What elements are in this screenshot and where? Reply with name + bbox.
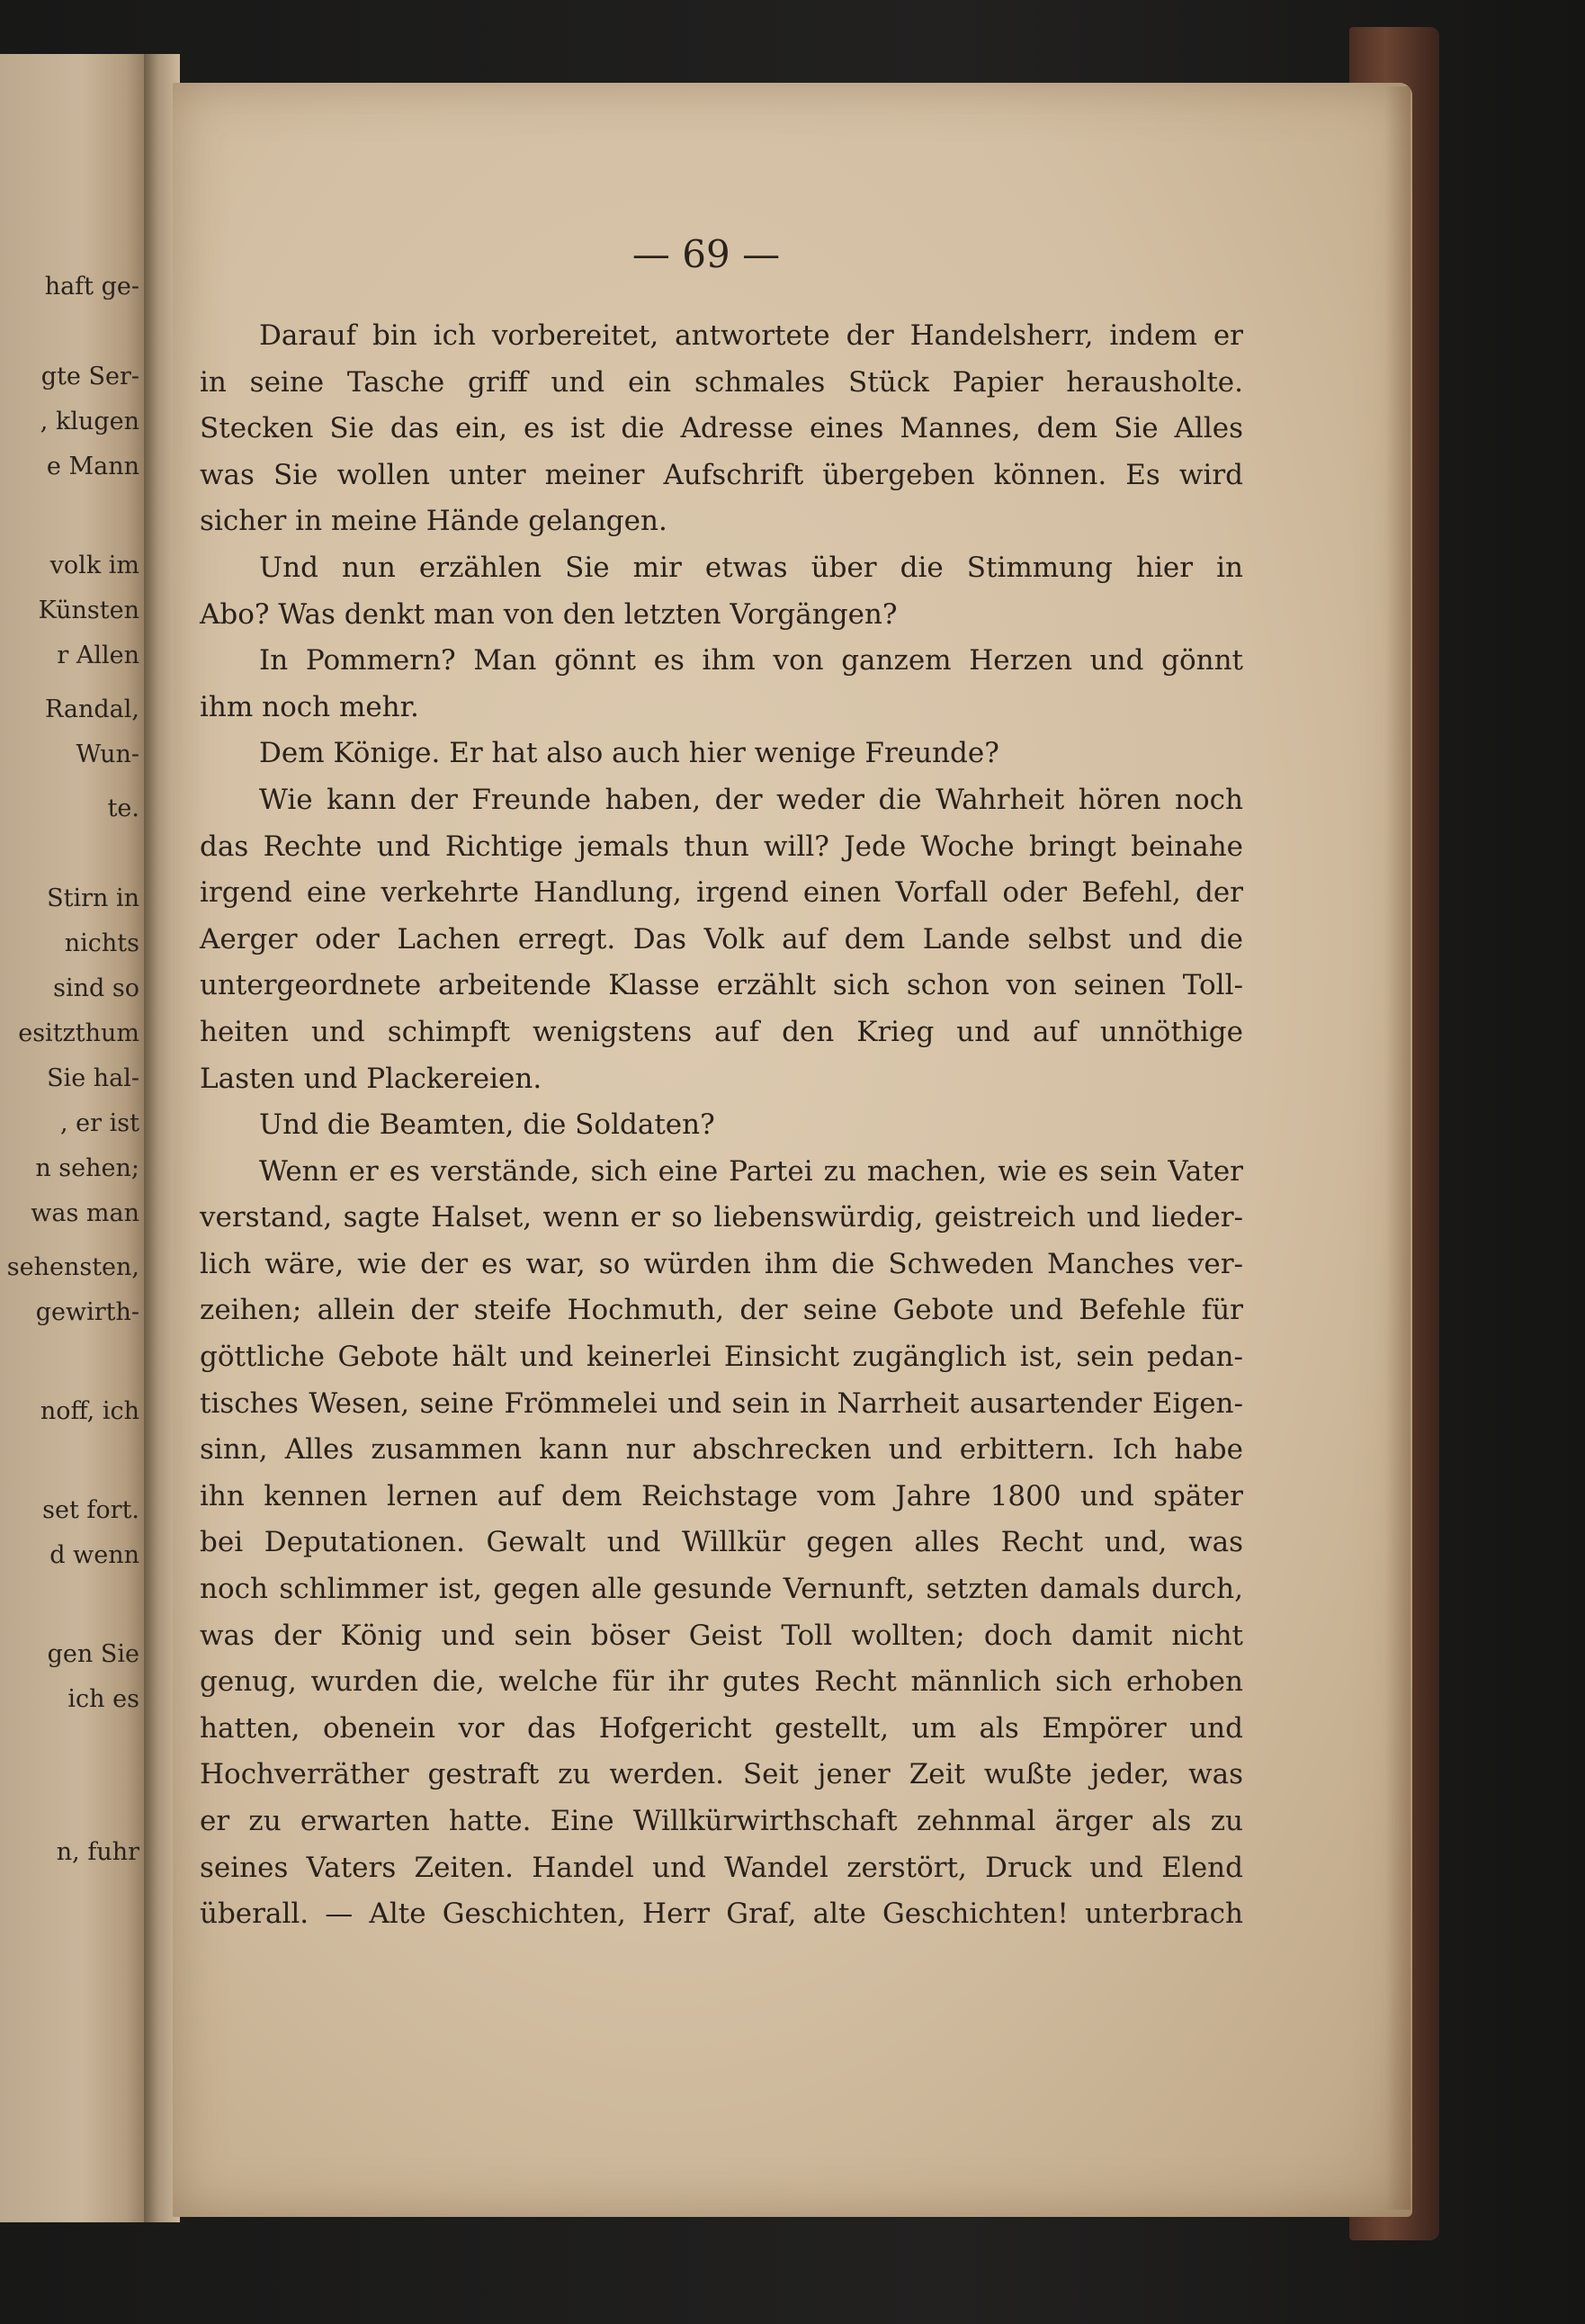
text-line: Stecken Sie das ein, es ist die Adresse eines Mannes, dem Sie Alles xyxy=(200,412,1243,445)
text-line: irgend eine verkehrte Handlung, irgend einen Vorfall oder Befehl, der xyxy=(200,876,1243,910)
text-line: in seine Tasche griff und ein schmales Stück Papier herausholte. xyxy=(200,365,1243,399)
text-line: ihn kennen lernen auf dem Reichstage vom Jahre 1800 und später xyxy=(200,1479,1243,1512)
left-page-fragment: ich es xyxy=(67,1685,139,1713)
text-line: genug, wurden die, welche für ihr gutes Recht männlich sich erhoben xyxy=(200,1665,1243,1699)
left-page-fragment: gte Ser- xyxy=(40,363,139,390)
left-page-fragment: , er ist xyxy=(60,1109,139,1137)
text-line: Aerger oder Lachen erregt. Das Volk auf dem Lande selbst und die xyxy=(200,922,1243,956)
left-page-fragment: Künsten xyxy=(38,597,139,624)
left-page-fragment: haft ge- xyxy=(44,273,139,301)
text-line: zeihen; allein der steife Hochmuth, der seine Gebote und Befehle für xyxy=(200,1294,1243,1327)
text-line: seines Vaters Zeiten. Handel und Wandel zerstört, Druck und Elend xyxy=(200,1851,1243,1884)
left-page-fragment: d wenn xyxy=(49,1541,139,1569)
page-body-text xyxy=(200,313,1243,1938)
text-line: sicher in meine Hände gelangen. xyxy=(200,505,667,538)
text-line: bei Deputationen. Gewalt und Willkür gegen alles Recht und, was xyxy=(200,1526,1243,1559)
text-line: tisches Wesen, seine Frömmelei und sein in Narrheit ausartender Eigen- xyxy=(200,1386,1243,1420)
left-page-fragment: n sehen; xyxy=(35,1154,139,1182)
left-page-fragment: Sie hal- xyxy=(47,1064,139,1092)
left-page-fragment: n, fuhr xyxy=(56,1838,139,1866)
text-line: Dem Könige. Er hat also auch hier wenige Freunde? xyxy=(259,737,999,770)
page-number: — 69 — xyxy=(631,232,781,276)
left-page-fragment: gewirth- xyxy=(35,1298,139,1326)
text-line: Und nun erzählen Sie mir etwas über die Stimmung hier in xyxy=(259,551,1243,584)
text-line: das Rechte und Richtige jemals thun will? Jede Woche bringt beinahe xyxy=(200,830,1243,863)
text-line: heiten und schimpft wenigstens auf den Krieg und auf unnöthige xyxy=(200,1015,1243,1048)
text-line: In Pommern? Man gönnt es ihm von ganzem Herzen und gönnt xyxy=(259,644,1243,677)
text-line: Wie kann der Freunde haben, der weder die Wahrheit hören noch xyxy=(259,783,1243,816)
text-line: was der König und sein böser Geist Toll wollten; doch damit nicht xyxy=(200,1619,1243,1652)
text-line: untergeordnete arbeitende Klasse erzählt sich schon von seinen Toll- xyxy=(200,969,1243,1002)
text-line: noch schlimmer ist, gegen alle gesunde Vernunft, setzten damals durch, xyxy=(200,1573,1243,1606)
text-line: göttliche Gebote hält und keinerlei Einsicht zugänglich ist, sein pedan- xyxy=(200,1341,1243,1374)
left-page-fragment: volk im xyxy=(49,552,139,579)
left-page-fragment: Randal, xyxy=(44,695,139,723)
left-facing-page xyxy=(0,54,148,2222)
text-line: Hochverräther gestraft zu werden. Seit jener Zeit wußte jeder, was xyxy=(200,1758,1243,1791)
left-page-fragment: te. xyxy=(107,794,139,822)
text-line: Wenn er es verstände, sich eine Partei zu machen, wie es sein Vater xyxy=(259,1154,1243,1188)
left-page-fragment: set fort. xyxy=(42,1496,139,1524)
text-line: was Sie wollen unter meiner Aufschrift übergeben können. Es wird xyxy=(200,458,1243,491)
left-page-fragment: sehensten, xyxy=(6,1253,139,1281)
text-line: überall. — Alte Geschichten, Herr Graf, alte Geschichten! unterbrach xyxy=(200,1898,1243,1931)
left-page-fragment: nichts xyxy=(64,929,139,957)
text-line: sinn, Alles zusammen kann nur abschrecken und erbittern. Ich habe xyxy=(200,1433,1243,1467)
left-page-fragment: e Mann xyxy=(46,453,139,480)
text-line: verstand, sagte Halset, wenn er so liebenswürdig, geistreich und lieder- xyxy=(200,1201,1243,1234)
text-line: Darauf bin ich vorbereitet, antwortete der Handelsherr, indem er xyxy=(259,319,1243,352)
text-line: er zu erwarten hatte. Eine Willkürwirthschaft zehnmal ärger als zu xyxy=(200,1805,1243,1837)
left-page-fragment: Stirn in xyxy=(47,884,139,912)
text-line: Abo? Was denkt man von den letzten Vorgängen? xyxy=(200,597,898,631)
text-line: Und die Beamten, die Soldaten? xyxy=(259,1108,715,1142)
left-page-fragment: , klugen xyxy=(40,408,139,435)
text-line: hatten, obenein vor das Hofgericht gestellt, um als Empörer und xyxy=(200,1711,1243,1745)
left-page-fragment: esitzthum xyxy=(18,1019,139,1047)
left-page-fragment: noff, ich xyxy=(40,1397,139,1425)
left-page-fragment: was man xyxy=(31,1199,139,1227)
left-page-fragment: Wun- xyxy=(76,740,139,768)
left-page-fragment: r Allen xyxy=(57,642,139,669)
text-line: ihm noch mehr. xyxy=(200,690,419,723)
left-page-fragment: gen Sie xyxy=(47,1640,139,1668)
page-edge-shadow xyxy=(1385,86,1410,2210)
left-page-fragment: sind so xyxy=(53,974,139,1002)
text-line: Lasten und Plackereien. xyxy=(200,1062,542,1095)
text-line: lich wäre, wie der es war, so würden ihm die Schweden Manches ver- xyxy=(200,1247,1243,1280)
